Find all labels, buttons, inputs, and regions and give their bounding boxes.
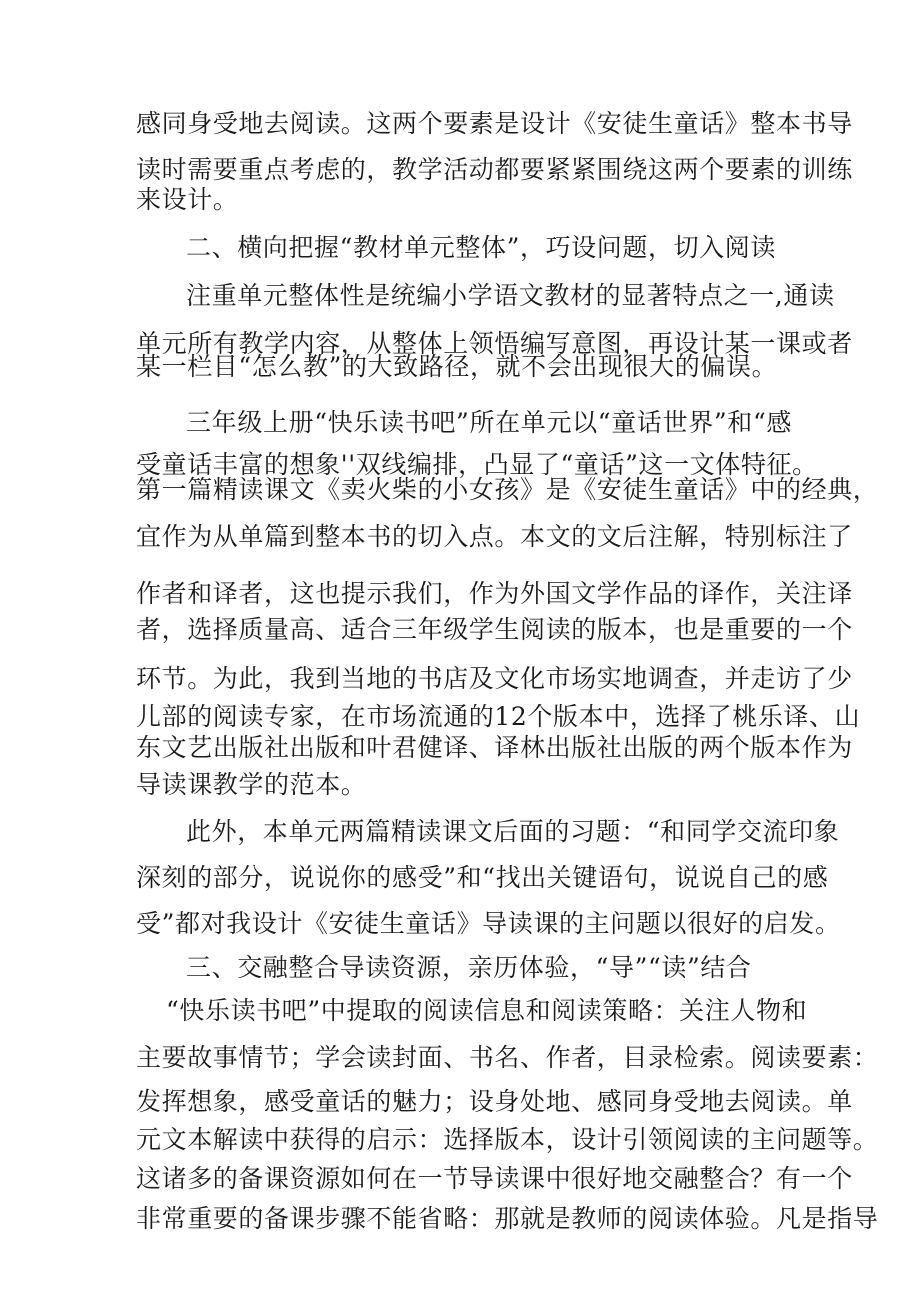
paragraph-3-line-10: 导读课教学的范本。 xyxy=(136,770,367,799)
paragraph-5-line-3: 发挥想象，感受童话的魅力；设身处地、感同身受地去阅读。单 xyxy=(136,1087,853,1116)
paragraph-3-line-6: 者，选择质量高、适合三年级学生阅读的版本，也是重要的一个 xyxy=(136,615,853,644)
paragraph-3-line-1: 三年级上册“快乐读书吧”所在单元以“童话世界”和“感 xyxy=(186,408,792,437)
paragraph-4-line-1: 此外，本单元两篇精读课文后面的习题：“和同学交流印象 xyxy=(186,817,840,846)
paragraph-2-line-2: 单元所有教学内容，从整体上领悟编写意图，再设计某一课或者 xyxy=(136,329,853,358)
paragraph-2-line-1: 注重单元整体性是统编小学语文教材的显著特点之一,通读 xyxy=(186,281,835,310)
paragraph-5-line-4: 元文本解读中获得的启示：选择版本，设计引领阅读的主问题等。 xyxy=(136,1125,879,1154)
section-heading-2: 二、横向把握“教材单元整体”，巧设问题，切入阅读 xyxy=(186,233,776,262)
paragraph-3-line-3: 第一篇精读课文《卖火柴的小女孩》是《安徒生童话》中的经典， xyxy=(136,475,879,504)
paragraph-1-line-1: 感同身受地去阅读。这两个要素是设计《安徒生童话》整本书导 xyxy=(136,109,853,138)
paragraph-3-line-9: 东文艺出版社出版和叶君健译、译林出版社出版的两个版本作为 xyxy=(136,733,853,762)
paragraph-3-line-4: 宜作为从单篇到整本书的切入点。本文的文后注解，特别标注了 xyxy=(136,522,853,551)
paragraph-2-line-3: 某一栏目“怎么教”的大致路径，就不会出现很大的偏误。 xyxy=(136,352,778,381)
paragraph-1-line-2: 读时需要重点考虑的，教学活动都要紧紧围绕这两个要素的训练 xyxy=(136,155,853,184)
paragraph-3-line-8: 儿部的阅读专家，在市场流通的12个版本中，选择了桃乐译、山 xyxy=(136,702,861,731)
paragraph-3-line-5: 作者和译者，这也提示我们，作为外国文学作品的译作，关注译 xyxy=(136,579,853,608)
section-heading-3: 三、交融整合导读资源，亲历体验，“导”“读”结合 xyxy=(186,953,752,982)
paragraph-5-line-2: 主要故事情节；学会读封面、书名、作者，目录检索。阅读要素： xyxy=(136,1043,879,1072)
paragraph-5-line-1: “快乐读书吧”中提取的阅读信息和阅读策略：关注人物和 xyxy=(166,996,808,1025)
paragraph-1-line-3: 来设计。 xyxy=(136,185,239,214)
paragraph-3-line-2: 受童话丰富的想象''双线编排，凸显了“童话”这一文体特征。 xyxy=(136,450,818,479)
paragraph-4-line-3: 受”都对我设计《安徒生童话》导读课的主问题以很好的启发。 xyxy=(136,909,841,938)
paragraph-3-line-7: 环节。为此，我到当地的书店及文化市场实地调查，并走访了少 xyxy=(136,664,853,693)
paragraph-4-line-2: 深刻的部分，说说你的感受”和“找出关键语句，说说自己的感 xyxy=(136,863,829,892)
paragraph-5-line-5: 这诸多的备课资源如何在一节导读课中很好地交融整合？有一个 xyxy=(136,1164,853,1193)
paragraph-5-line-6: 非常重要的备课步骤不能省略：那就是教师的阅读体验。凡是指导 xyxy=(136,1204,879,1233)
